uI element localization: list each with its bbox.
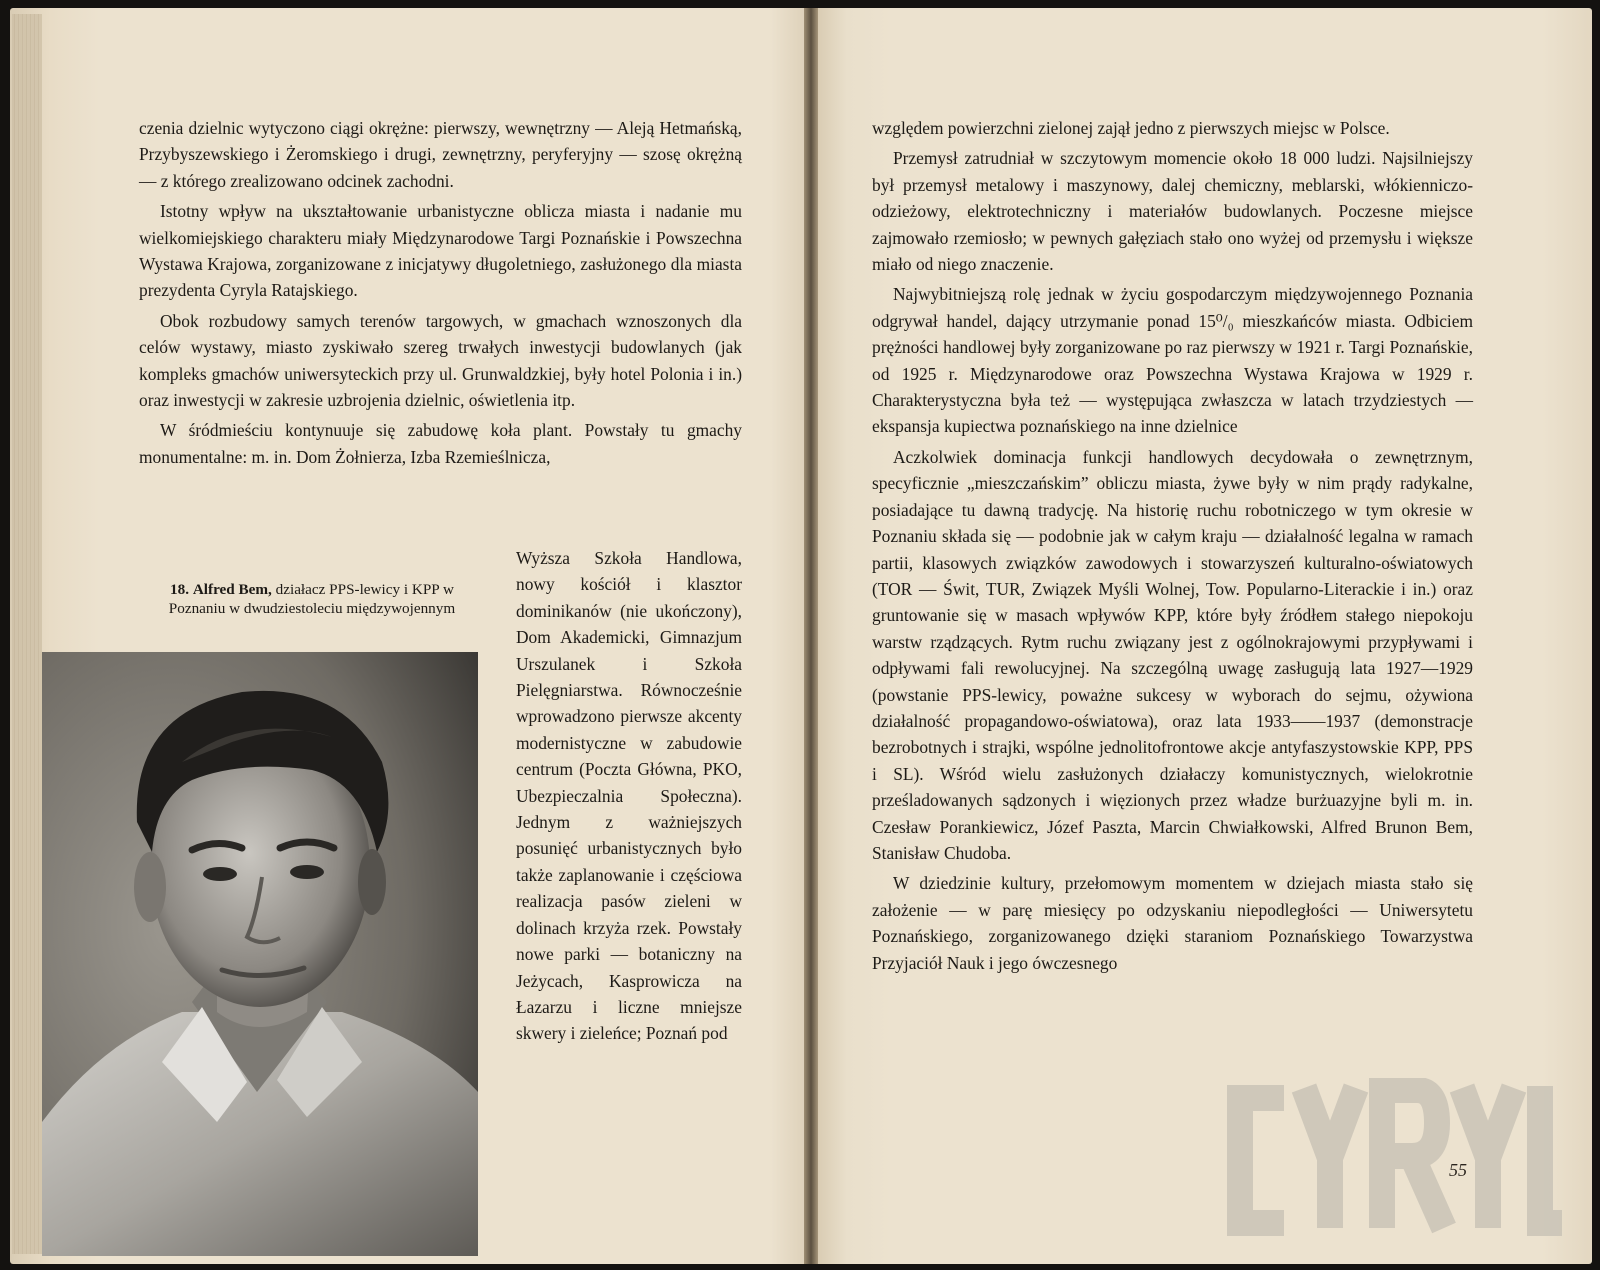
paragraph: W dziedzinie kultury, przełomowym momentem w dziejach miasta stało się założenie — w parę miesięcy po odzyskaniu niepodległości — Uniwersytetu Poznańskiego, zorganizowanego dzięki staraniom Poznańskiego Towarzystwa Przyjaciół Nauk i jego ówczesnego: [872, 873, 1473, 973]
paragraph: Aczkolwiek dominacja funkcji handlowych decydowała o zewnętrznym, specyficznie „mieszczańskim” obliczu miasta, żywe były w nim prądy radykalne, posiadające tu dawną tradycję. Na historię ruchu robotniczego w tym okresie w Poznaniu składa się — podobnie jak w całym kraju — działalność legalna w ramach partii, klasowych związków zawodowych i stowarzyszeń kulturalno-oświatowych (TOR — Świt, TUR, Związek Myśli Wolnej, Tow. Popularno-Literackie i in.) oraz gruntowanie się w masach wpływów KPP, które były źródłem stałego niepokoju warstw rządzących. Rytm ruchu związany jest z ogólnokrajowymi przypływami i odpływami fali rewolucyjnej. Na szczególną uwagę zasługują lata 1927—1929 (powstanie PPS-lewicy, poważne sukcesy w wyborach do sejmu, ożywiona działalność propagandowo-oświatowa), oraz lata 1933——1937 (demonstracje bezrobotnych i strajki, wspólne jednolitofrontowe akcje antyfaszystowskie KPP, PPS i SL). Wśród wielu zasłużonych działaczy komunistycznych, wielokrotnie prześladowanych sądzonych i więzionych przez władze burżuazyjne byli m. in. Czesław Porankiewicz, Józef Paszta, Marcin Chwiałkowski, Alfred Brunon Bem, Stanisław Chudoba.: [872, 446, 1473, 863]
paragraph: Istotny wpływ na ukształtowanie urbanistyczne oblicza miasta i nadanie mu wielkomiejskiego charakteru miały Międzynarodowe Targi Poznańskie i Powszechna Wystawa Krajowa, zorganizowane z inicjatywy długoletniego, zasłużonego dla miasta prezydenta Cyryla Ratajskiego.: [139, 201, 742, 301]
paragraph: Przemysł zatrudniał w szczytowym momencie około 18 000 ludzi. Najsilniejszy był przemysł metalowy i maszynowy, dalej chemiczny, meblarski, włókienniczo-odzieżowy, elektrotechniczny i materiałów budowlanych. Poczesne miejsce zajmowało rzemiosło; w pewnych gałęziach stało ono wyżej od przemysłu i większe miało od niego znaczenie.: [872, 148, 1473, 275]
right-page-text: [872, 115, 1473, 980]
paragraph: Wyższa Szkoła Handlowa, nowy kościół i klasztor dominikanów (nie ukończony), Dom Akademicki, Gimnazjum Urszulanek i Szkoła Pielęgniarstwa. Równocześnie wprowadzono pierwsze akcenty modernistyczne w zabudowie centrum (Poczta Główna, PKO, Ubezpieczalnia Społeczna). Jednym z ważniejszych posunięć urbanistycznych było także zaplanowanie i częściowa realizacja pasów zieleni w dolinach krzyża rzek. Powstały nowe parki — botaniczny na Jeżycach, Kasprowicza na Łazarzu i liczne mniejsze skwery i zieleńce; Poznań pod: [516, 548, 742, 1044]
paragraph: W śródmieściu kontynuuje się zabudowę koła plant. Powstały tu gmachy monumentalne: m. in. Dom Żołnierza, Izba Rzemieślnicza,: [139, 420, 742, 467]
caption-text: działacz PPS-lewicy i KPP w Poznaniu w dwudziestoleciu międzywojennym: [168, 581, 456, 617]
page-edges: [12, 14, 42, 1254]
paragraph: względem powierzchni zielonej zajął jedno z pierwszych miejsc w Polsce.: [872, 118, 1390, 138]
caption-name: Alfred Bem,: [192, 581, 272, 598]
paragraph: Najwybitniejszą rolę jednak w życiu gospodarczym międzywojennego Poznania odgrywał handel, dający utrzymanie ponad 15⁰/₀ mieszkańców miasta. Odbiciem prężności handlowej były zorganizowane po raz pierwszy w 1921 r. Targi Poznańskie, od 1925 r. Międzynarodowe oraz Powszechna Wystawa Krajowa w 1929 r. Charakterystyczna była też — występująca zwłaszcza w latach trzydziestych — ekspansja kupiectwa poznańskiego na inne dzielnice: [872, 284, 1473, 437]
book-gutter: [804, 8, 818, 1264]
paragraph: czenia dzielnic wytyczono ciągi okrężne: pierwszy, wewnętrzny — Aleją Hetmańską, Przybyszewskiego i Żeromskiego i drugi, zewnętrzny, peryferyjny — szosę okrężną — z którego zrealizowano odcinek zachodni.: [139, 118, 742, 191]
photo-caption: [142, 580, 482, 618]
cyryl-watermark-logo: [1222, 1078, 1562, 1238]
page-number: 55: [1449, 1160, 1467, 1180]
left-page-column-text: [516, 545, 742, 1051]
caption-number: 18.: [170, 581, 190, 598]
paragraph: Obok rozbudowy samych terenów targowych, w gmachach wznoszonych dla celów wystawy, miasto zyskiwało szereg trwałych inwestycji budowlanych (jak kompleks gmachów uniwersyteckich przy ul. Grunwaldzkiej, były hotel Polonia i in.) oraz inwestycji w zakresie uzbrojenia dzielnic, oświetlenia itp.: [139, 310, 742, 411]
portrait-photo: [42, 652, 478, 1256]
left-page-text: [139, 115, 742, 474]
